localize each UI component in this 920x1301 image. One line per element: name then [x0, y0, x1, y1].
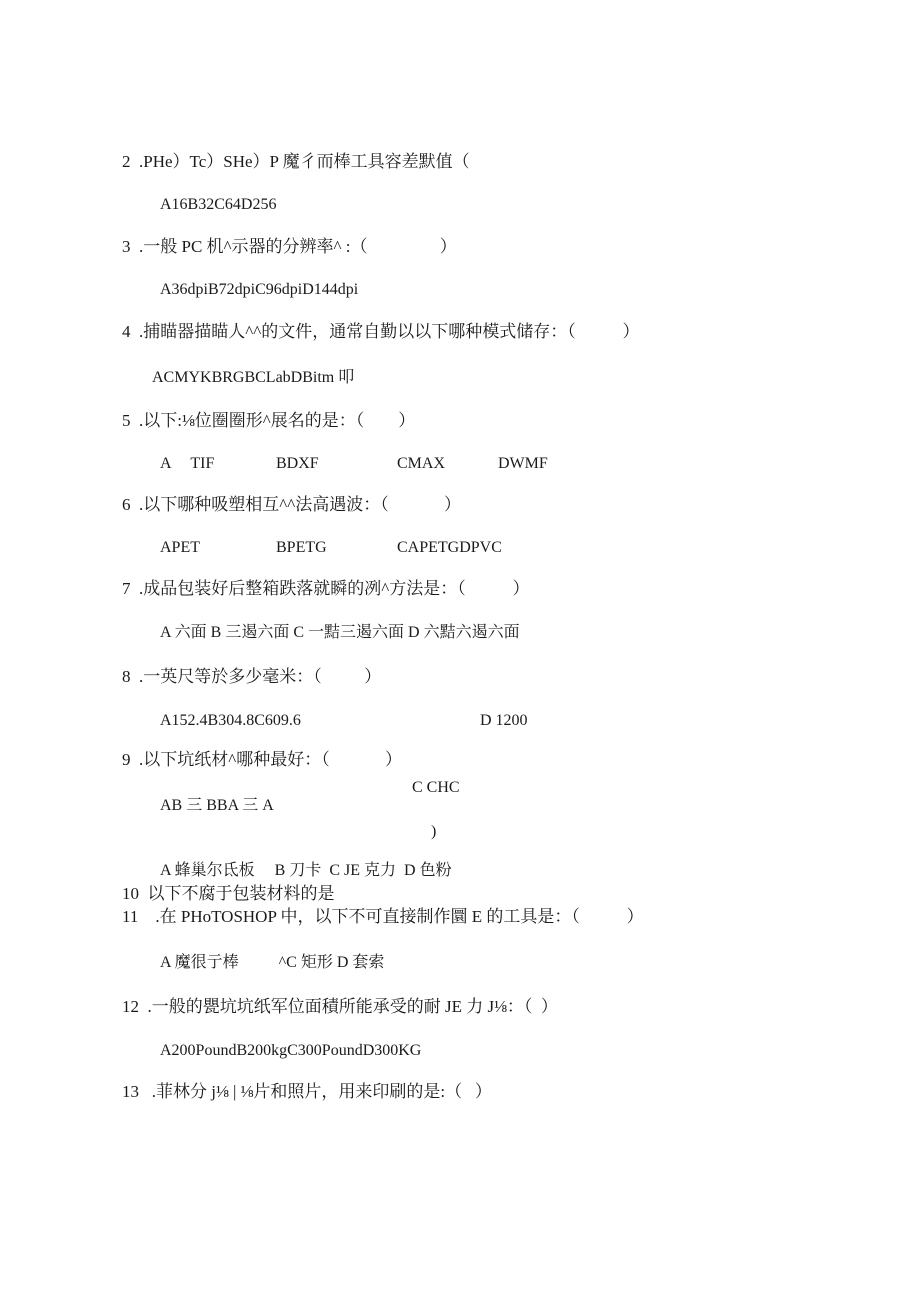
answer-options-7: A 六面 B 三遏六面 C 一黠三遏六面 D 六黠六遏六面: [160, 624, 520, 641]
answer-options-ab-9: AB 三 BBA 三 A: [160, 797, 274, 814]
answer-options-4: ACMYKBRGBCLabDBitm 叩: [152, 369, 355, 386]
answer-option-d-5: DWMF: [498, 455, 548, 472]
answer-options-12: A200PoundB200kgC300PoundD300KG: [160, 1042, 422, 1059]
answer-options-2: A16B32C64D256: [160, 196, 277, 213]
question-4: 4 .捕瞄器描瞄人^^的文件，通常自勤以以下哪种模式储存：（ ）: [122, 322, 640, 341]
question-11: 11 .在 PHoTOSHOP 中，以下不可直接制作圜 E 的工具是：（ ）: [122, 907, 644, 926]
question-6: 6 .以下哪种吸塑相互^^法高遇波：（ ）: [122, 495, 461, 514]
answer-option-d-8: D 1200: [480, 712, 528, 729]
answer-option-c-5: CMAX: [397, 455, 446, 472]
answer-option-c-9: C CHC: [412, 779, 460, 796]
answer-option-a-5: A TIF: [160, 455, 215, 472]
question-5: 5 .以下:⅛位圈圈形^展名的是：（ ）: [122, 411, 416, 430]
question-8: 8 .一英尺等於多少毫米：（ ）: [122, 667, 382, 686]
question-12: 12 .一般的甖坑坑纸军位面積所能承受的耐 JE 力 J⅛：（ ）: [122, 997, 558, 1016]
closing-paren-9: ): [431, 823, 437, 840]
question-3: 3 .一般 PC 机^示器的分辨率^ :（ ）: [122, 237, 457, 256]
question-10: 10 以下不腐于包装材料的是: [122, 884, 335, 903]
answer-options-abc-8: A152.4B304.8C609.6: [160, 712, 301, 729]
answer-option-a-6: APET: [160, 539, 200, 556]
answer-option-cd-6: CAPETGDPVC: [397, 539, 502, 556]
question-2: 2 .PHe）Tc）SHe）P 魔彳而棒工具容差默值（: [122, 152, 470, 171]
answer-options-10: A 蜂巢尔氐板 B 刀卡 C JE 克力 D 色粉: [160, 862, 452, 879]
answer-option-b-6: BPETG: [276, 539, 327, 556]
answer-options-11: A 魔很亍棒 ^C 矩形 D 套索: [160, 954, 385, 971]
answer-option-b-5: BDXF: [276, 455, 319, 472]
answer-options-3: A36dpiB72dpiC96dpiD144dpi: [160, 281, 359, 298]
question-13: 13 .菲林分 j⅛ | ⅛片和照片，用来印刷的是:（ ）: [122, 1082, 492, 1101]
question-7: 7 .成品包装好后整箱跌落就瞬的冽^方法是：（ ）: [122, 579, 530, 598]
question-9: 9 .以下坑纸材^哪种最好：（ ）: [122, 750, 402, 769]
